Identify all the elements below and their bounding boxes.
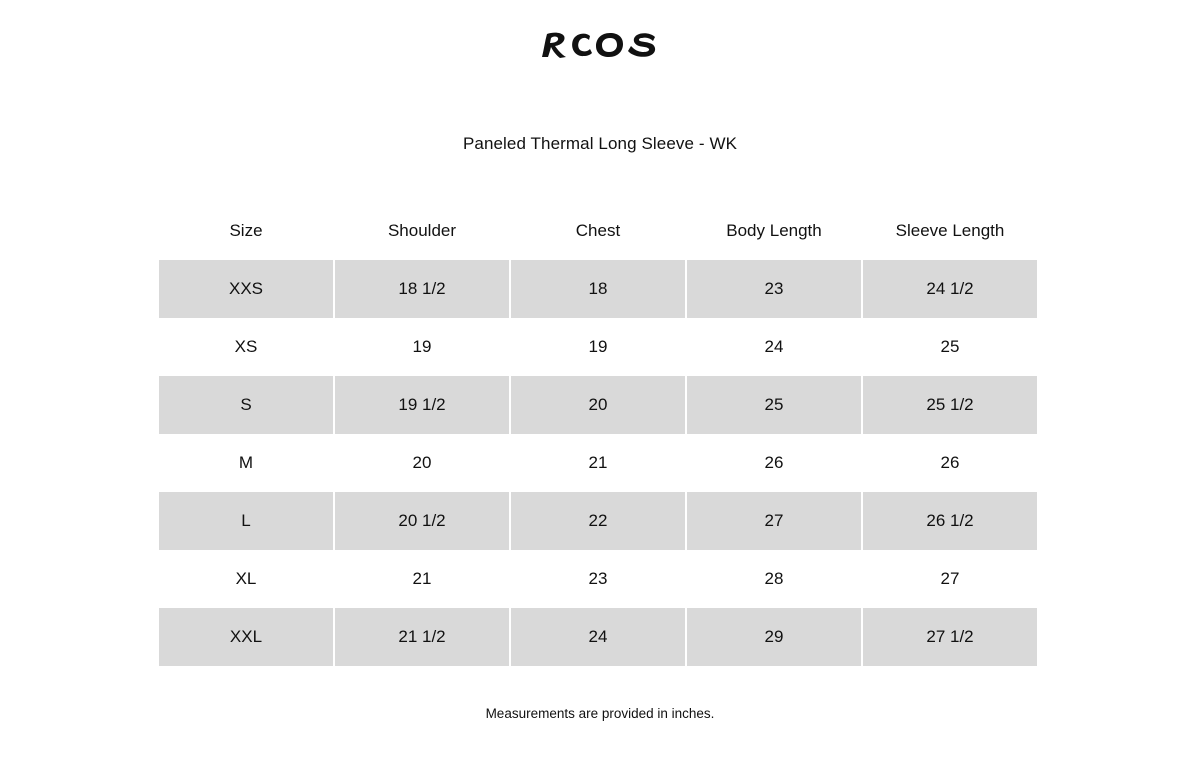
cell-size: XS xyxy=(234,337,258,356)
column-header-size: Size xyxy=(229,221,263,240)
cell-body-length: 26 xyxy=(764,453,784,472)
cell-size: XXS xyxy=(159,260,333,318)
cell-chest: 20 xyxy=(511,376,685,434)
cell-shoulder: 19 xyxy=(412,337,432,356)
table-row xyxy=(159,492,1037,550)
cell-chest: 23 xyxy=(588,569,608,588)
cell-sleeve-length: 25 xyxy=(940,337,960,356)
cell-chest: 22 xyxy=(511,492,685,550)
size-chart-table xyxy=(157,202,1039,666)
cell-shoulder: 20 1/2 xyxy=(335,492,509,550)
column-header-shoulder: Shoulder xyxy=(387,221,457,240)
cell-body-length: 28 xyxy=(764,569,784,588)
table-row xyxy=(159,550,1037,608)
cell-body-length: 29 xyxy=(687,608,861,666)
column-header-body-length: Body Length xyxy=(726,221,822,240)
cell-sleeve-length: 24 1/2 xyxy=(863,260,1037,318)
table-row xyxy=(159,434,1037,492)
cell-sleeve-length: 25 1/2 xyxy=(863,376,1037,434)
cell-chest: 19 xyxy=(588,337,608,356)
cell-sleeve-length: 27 1/2 xyxy=(863,608,1037,666)
cell-body-length: 24 xyxy=(764,337,784,356)
measurement-footnote: Measurements are provided in inches. xyxy=(485,706,715,721)
cell-sleeve-length: 27 xyxy=(940,569,960,588)
cell-body-length: 23 xyxy=(687,260,861,318)
table-row xyxy=(159,608,1037,666)
cell-shoulder: 21 1/2 xyxy=(335,608,509,666)
cell-shoulder: 20 xyxy=(412,453,432,472)
column-header-sleeve-length: Sleeve Length xyxy=(895,221,1005,240)
cell-sleeve-length: 26 xyxy=(940,453,960,472)
table-header-row xyxy=(159,202,1037,260)
table-row xyxy=(159,318,1037,376)
column-header-chest: Chest xyxy=(575,221,621,240)
table-row xyxy=(159,376,1037,434)
cell-size: M xyxy=(238,453,254,472)
table-row xyxy=(159,260,1037,318)
cell-shoulder: 21 xyxy=(412,569,432,588)
cell-size: S xyxy=(159,376,333,434)
cell-sleeve-length: 26 1/2 xyxy=(863,492,1037,550)
cell-shoulder: 19 1/2 xyxy=(335,376,509,434)
rcos-logo-icon xyxy=(538,30,662,60)
brand-logo xyxy=(0,30,1200,60)
product-title: Paneled Thermal Long Sleeve - WK xyxy=(462,134,738,153)
cell-size: L xyxy=(159,492,333,550)
cell-body-length: 25 xyxy=(687,376,861,434)
cell-chest: 18 xyxy=(511,260,685,318)
cell-size: XL xyxy=(235,569,257,588)
cell-shoulder: 18 1/2 xyxy=(335,260,509,318)
cell-chest: 21 xyxy=(588,453,608,472)
cell-size: XXL xyxy=(159,608,333,666)
cell-chest: 24 xyxy=(511,608,685,666)
cell-body-length: 27 xyxy=(687,492,861,550)
